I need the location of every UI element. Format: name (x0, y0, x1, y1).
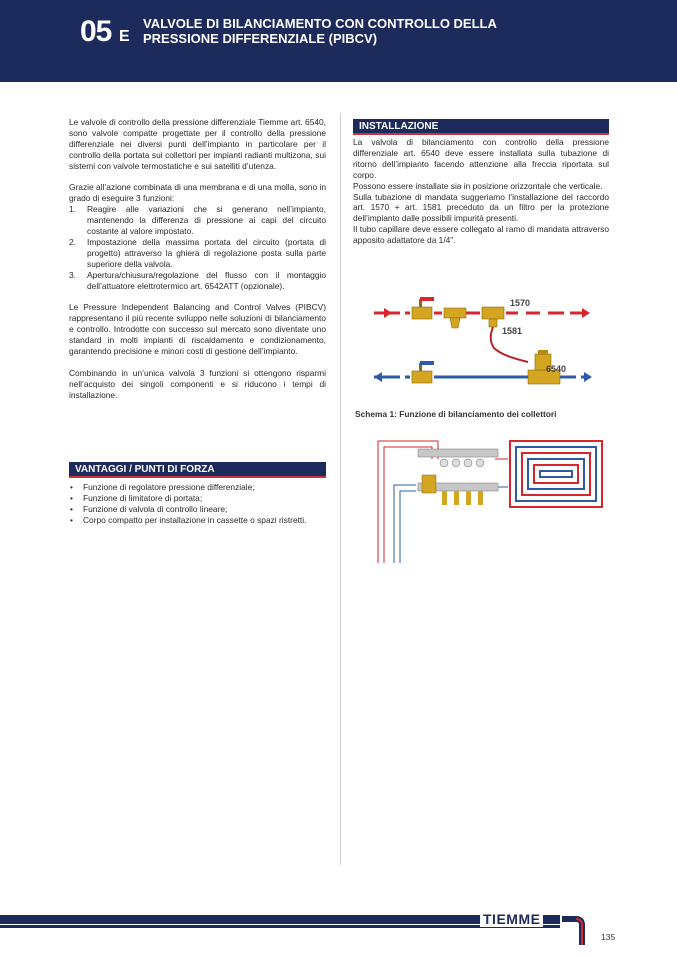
install-line: Il tubo capillare deve essere collegato al ramo di mandata attraverso apposito adattatore da 1/4”. (353, 224, 609, 246)
list-number: 2. (69, 236, 76, 247)
installation-diagram (360, 290, 600, 390)
functions-intro: Grazie all’azione combinata di una membrana e di una molla, sono in grado di eseguire 3 funzioni: (69, 182, 326, 204)
page-number: 135 (601, 932, 616, 942)
list-item: • Corpo compatto per installazione in cassette o spazi ristretti. (69, 515, 326, 526)
label-6540: 6540 (546, 364, 567, 374)
manifold-schema-illustration (360, 435, 610, 565)
list-item: • Funzione di limitatore di portata; (69, 493, 326, 504)
pibcv-paragraph: Le Pressure Independent Balancing and Control Valves (PIBCV) rappresentano il più recente sviluppo nelle soluzioni di bilanciamento e controllo. Introdotte con successo sul mercato sono diventate uno standard in molti impianti di riscaldamento e condizionamento, garantendo precisione e minori costi di gestione dell’impianto. (69, 302, 326, 356)
radiant-floor-coil-icon (510, 441, 602, 507)
brand-hook-icon (562, 915, 592, 947)
fitting-1570-icon (482, 307, 504, 327)
column-divider (340, 113, 341, 865)
list-item: • Funzione di valvola di controllo lineare; (69, 504, 326, 515)
brand-logo: TIEMME (480, 911, 543, 927)
left-column (69, 117, 326, 411)
label-1581: 1581 (502, 326, 523, 336)
page-title: VALVOLE DI BILANCIAMENTO CON CONTROLLO DELLA PRESSIONE DIFFERENZIALE (PIBCV) (143, 16, 497, 46)
intro-paragraph: Le valvole di controllo della pressione differenziale Tiemme art. 6540, sono valvole compatte progettate per il controllo della pressione differenziale nei diversi punti dell’impianto in particolare per il controllo della portata sui collettori per impianti radianti multizona, sui sistemi con valvole termostatiche e sui satelliti d’utenza. (69, 117, 326, 171)
list-number: 3. (69, 269, 76, 280)
list-item (69, 270, 326, 292)
schema-caption: Schema 1: Funzione di bilanciamento dei collettori (355, 409, 557, 419)
list-item (69, 204, 326, 237)
ball-valve-supply-icon (412, 297, 434, 319)
install-line: La valvola di bilanciamento con controllo della pressione differenziale art. 6540 deve essere installata sulla tubazione di ritorno dell’impianto facendo attenzione alla freccia riportata sul corpo. (353, 137, 609, 180)
install-line: Possono essere installate sia in posizione orizzontale che verticale. (353, 180, 603, 191)
list-item (69, 237, 326, 270)
list-text: Reagire alle variazioni che si generano nell’impianto, mantenendo la differenza di pressione ai capi del circuito costante al valore impostato. (87, 204, 326, 237)
ball-valve-return-icon (412, 361, 434, 383)
installation-banner: INSTALLAZIONE (353, 119, 609, 135)
section-number: 05 (80, 15, 112, 48)
advantages-list (69, 482, 326, 526)
section-letter: E (119, 28, 130, 45)
right-column (353, 119, 609, 246)
install-line: Sulla tubazione di mandata suggeriamo l’installazione del raccordo art. 1570 + art. 1581 preceduto da un filtro per la protezione dell’impianto dalle possibili impurità presenti. (353, 191, 609, 224)
manifold-icon (418, 449, 498, 505)
list-number: 1. (69, 204, 76, 215)
list-text: Apertura/chiusura/regolazione del flusso con il montaggio dell’attuatore elettrotermico art. 6542ATT (opzionale). (87, 269, 326, 291)
list-text: Impostazione della massima portata del circuito (portata di progetto) attraverso la ghiera di regolazione posta sulla parte superiore della valvola. (87, 236, 326, 269)
advantages-banner: VANTAGGI / PUNTI DI FORZA (69, 462, 326, 478)
footer-thin-bar (0, 925, 560, 928)
label-1570: 1570 (510, 298, 531, 308)
functions-list (69, 204, 326, 291)
page-header (0, 0, 677, 82)
combining-paragraph: Combinando in un’unica valvola 3 funzioni si ottengono risparmi nell’acquisto dei singoli componenti e si riducono i tempi di installazione. (69, 367, 326, 400)
list-item: • Funzione di regolatore pressione differenziale; (69, 482, 326, 493)
filter-icon (444, 308, 466, 328)
footer-bar (0, 915, 560, 924)
